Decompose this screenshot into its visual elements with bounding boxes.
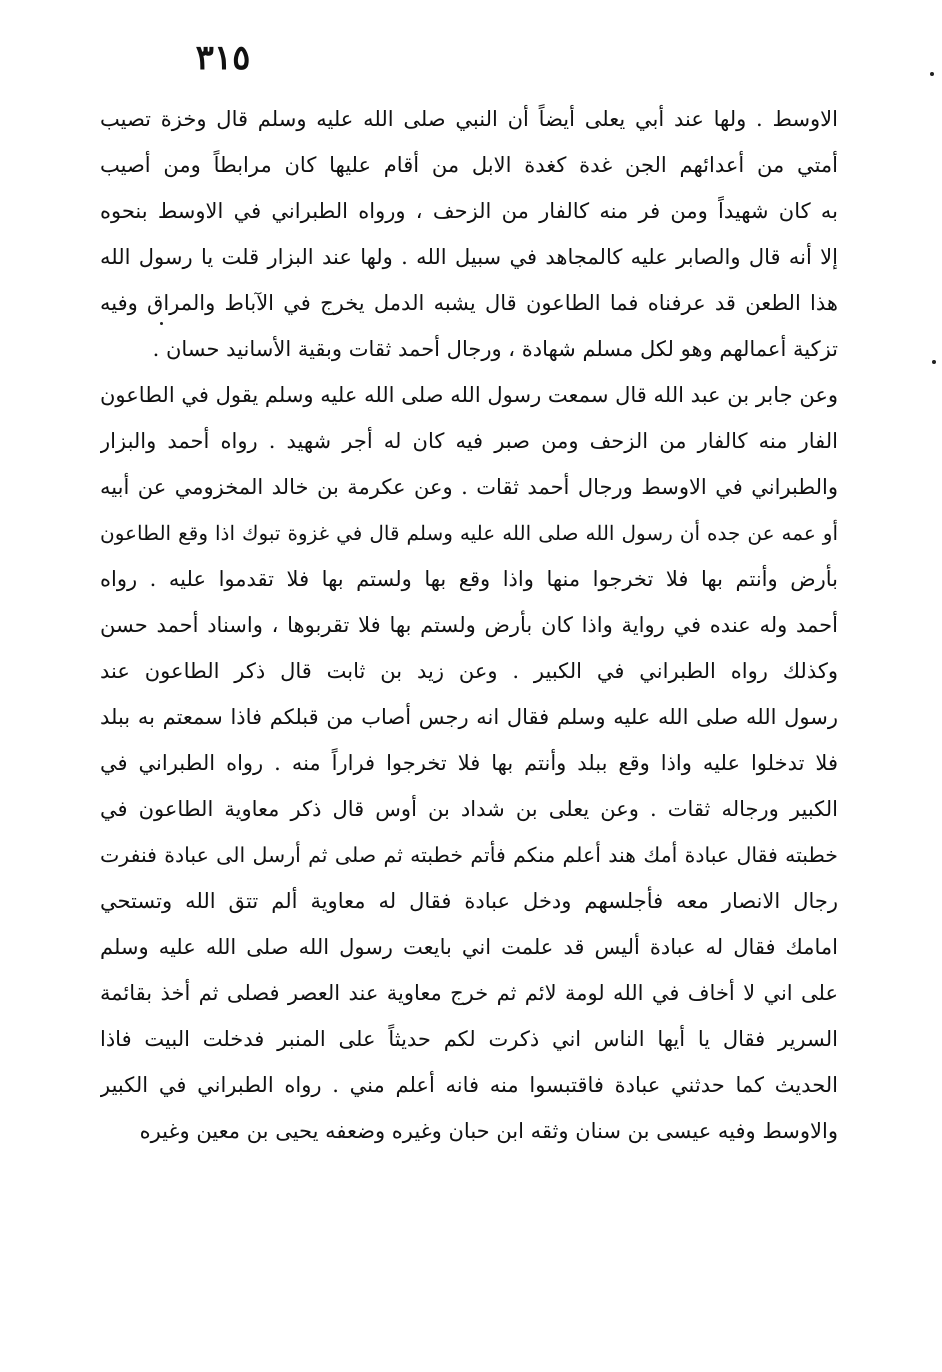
text-line: فلا تدخلوا عليه واذا وقع ببلد وأنتم بها فلا تخرجوا فراراً منه . رواه الطبراني في [100,751,838,775]
page-body-text [100,96,838,1154]
text-line: والطبراني في الاوسط ورجال أحمد ثقات . وعن عكرمة بن خالد المخزومي عن أبيه [100,475,838,499]
text-line: أو عمه عن جده أن رسول الله صلى الله عليه وسلم قال في غزوة تبوك اذا وقع الطاعون [100,521,838,545]
text-line: الاوسط . ولها عند أبي يعلى أيضاً أن النبي صلى الله عليه وسلم قال وخزة تصيب [100,107,838,131]
margin-dot [930,72,934,76]
text-line: وعن جابر بن عبد الله قال سمعت رسول الله صلى الله عليه وسلم يقول في الطاعون [100,383,838,407]
text-line: السرير فقال يا أيها الناس اني ذكرت لكم حديثاً على المنبر فدخلت البيت فاذا [100,1027,838,1051]
text-line: خطبته فقال عبادة أمك هند أعلم منكم فأتم خطبته ثم صلى ثم أرسل الى عبادة فنفرت [100,843,838,867]
text-line: إلا أنه قال والصابر عليه كالمجاهد في سبيل الله . ولها عند البزار قلت يا رسول الله [100,245,838,269]
text-line: وكذلك رواه الطبراني في الكبير . وعن زيد بن ثابت قال ذكر الطاعون عند [100,659,838,683]
text-line: به كان شهيداً ومن فر منه كالفار من الزحف ، ورواه الطبراني في الاوسط بنحوه [100,199,838,223]
text-line: هذا الطعن قد عرفناه فما الطاعون قال يشبه الدمل يخرج في الآباط والمراق وفيه [100,291,838,315]
text-line: أمتي من أعدائهم الجن غدة كغدة الابل من أقام عليها كان مرابطاً ومن أصيب [100,153,838,177]
text-line: الفار منه كالفار من الزحف ومن صبر فيه كان له أجر شهيد . رواه أحمد والبزار [100,429,838,453]
text-line: الكبير ورجاله ثقات . وعن يعلى بن شداد بن أوس قال ذكر معاوية الطاعون في [100,797,838,821]
text-line: بأرض وأنتم بها فلا تخرجوا منها واذا وقع بها ولستم بها فلا تقدموا عليه . رواه [100,567,838,591]
text-line: رسول الله صلى الله عليه وسلم فقال انه رجس أصاب من قبلكم فاذا سمعتم به ببلد [100,705,838,729]
text-line: والاوسط وفيه عيسى بن سنان وثقه ابن حبان وغيره وضعفه يحيى بن معين وغيره [139,1119,838,1143]
text-line: امامك فقال له عبادة أليس قد علمت اني بايعت رسول الله صلى الله عليه وسلم [100,935,838,959]
text-line: تزكية أعمالهم وهو لكل مسلم شهادة ، ورجال أحمد ثقات وبقية الأسانيد حسان . [152,337,838,361]
margin-dot [932,360,936,364]
page-number: ٣١٥ [195,38,251,78]
text-line: أحمد وله عنده في رواية واذا كان بأرض ولستم بها فلا تقربوها ، واسناد أحمد حسن [100,613,838,637]
text-line: الحديث كما حدثني عبادة فاقتبسوا منه فانه أعلم مني . رواه الطبراني في الكبير [100,1073,838,1097]
text-line: على اني لا أخاف في الله لومة لائم ثم خرج معاوية عند العصر فصلى ثم أخذ بقائمة [100,981,838,1005]
text-line: رجال الانصار معه فأجلسهم ودخل عبادة فقال له معاوية ألم تتق الله وتستحي [100,889,838,913]
